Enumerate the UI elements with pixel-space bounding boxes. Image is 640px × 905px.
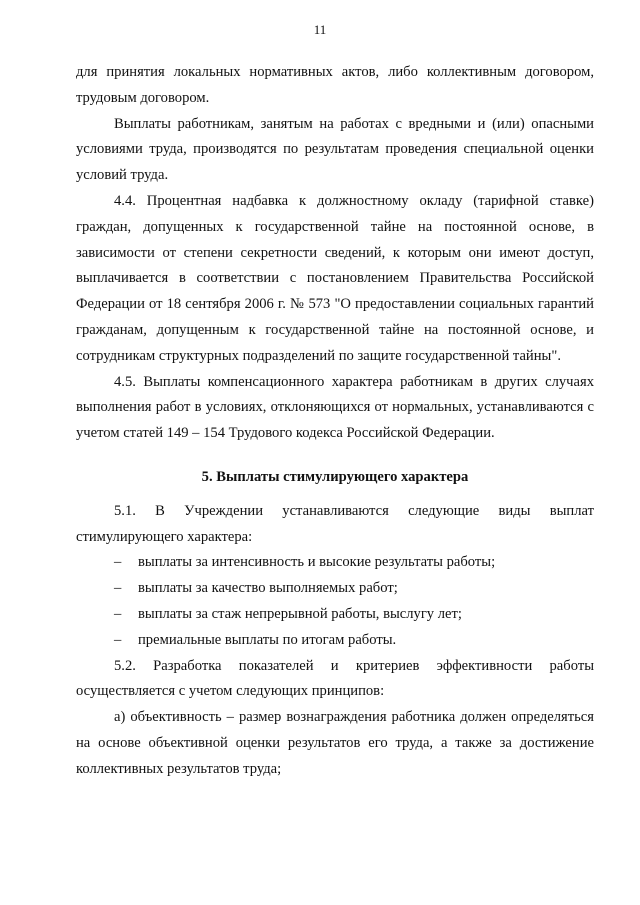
paragraph-4-5: 4.5. Выплаты компенсационного характера работникам в других случаях выполнения работ в условиях, отклоняющихся от нормальных, устанавливаются с учетом статей 149 – 154 Трудового кодекса Российской Федерации. (76, 373, 594, 442)
paragraph-continuation: для принятия локальных нормативных актов, либо коллективным договором, трудовым договором. (76, 64, 594, 106)
document-body (76, 60, 594, 783)
paragraph-4-4: 4.4. Процентная надбавка к должностному окладу (тарифной ставке) граждан, допущенных к государственной тайне на постоянной основе, в зависимости от степени секретности сведений, к которым они имеют доступ, выплачивается в соответствии с постановлением Правительства Российской Федерации от 18 сентября 2006 г. № 573 "О предоставлении социальных гарантий гражданам, допущенным к государственной тайне на постоянной основе, и сотрудникам структурных подразделений по защите государственной тайны". (76, 192, 594, 364)
paragraph-principle-a: а) объективность – размер вознаграждения работника должен определяться на основе объективной оценки результатов его труда, а также за достижение коллективных результатов труда; (76, 709, 594, 777)
list-item (76, 576, 594, 602)
list-item-text: премиальные выплаты по итогам работы. (138, 631, 397, 648)
list-dash: – (114, 554, 122, 571)
list-item (76, 550, 594, 576)
list-item (76, 602, 594, 628)
list-dash: – (114, 631, 122, 648)
paragraph-5-2: 5.2. Разработка показателей и критериев эффективности работы осуществляется с учетом следующих принципов: (76, 657, 594, 700)
list-item-text: выплаты за стаж непрерывной работы, выслугу лет; (138, 605, 462, 622)
paragraph-5-1: 5.1. В Учреждении устанавливаются следующие виды выплат стимулирующего характера: (76, 502, 594, 545)
list-dash: – (114, 605, 122, 622)
list-item-text: выплаты за качество выполняемых работ; (138, 580, 398, 597)
list-item (76, 628, 594, 654)
paragraph-hazardous-conditions: Выплаты работникам, занятым на работах с вредными и (или) опасными условиями труда, производятся по результатам проведения специальной оценки условий труда. (76, 115, 594, 184)
page-number: 11 (313, 22, 327, 37)
list-dash: – (114, 580, 122, 597)
list-item-text: выплаты за интенсивность и высокие результаты работы; (138, 554, 496, 571)
section-title: 5. Выплаты стимулирующего характера (201, 468, 469, 485)
